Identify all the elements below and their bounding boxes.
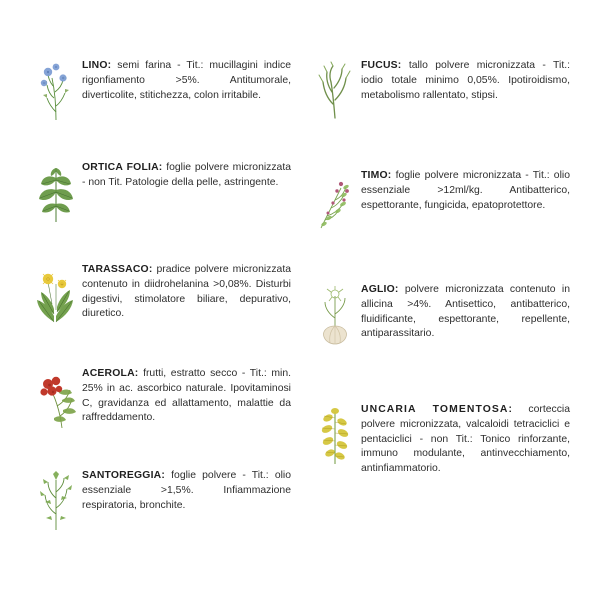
list-item (30, 468, 291, 534)
dandelion-plant-icon (30, 262, 82, 328)
entry-description: foglie polvere - Tit.: olio essenziale >1,5%. Infiammazione respiratoria, bronchite. (82, 470, 291, 511)
entry-term: SANTOREGGIA: (82, 470, 166, 481)
entry-term: TIMO: (361, 170, 392, 181)
left-column (30, 48, 291, 570)
entry-description: frutti, estratto secco - Tit.: min. 25% in ac. ascorbico naturale. Ipovitaminosi C, gravidanza ed allattamento, malattie da raffreddamento. (82, 368, 291, 424)
entry-term: AGLIO: (361, 284, 399, 295)
bladderwrack-seaweed-icon (309, 58, 361, 124)
entry-term: UNCARIA TOMENTOSA: (361, 404, 514, 415)
entry-description: foglie polvere micronizzata - non Tit. Patologie della pelle, astringente. (82, 162, 292, 188)
entry-description: semi farina - Tit.: mucillagini indice rigonfiamento >5%. Antitumorale, diverticolite, stitichezza, colon irritabile. (82, 60, 291, 101)
entry-text (361, 402, 570, 477)
list-item (30, 262, 291, 328)
list-item (309, 282, 570, 348)
entry-text (361, 58, 570, 103)
acerola-berries-icon (30, 366, 82, 432)
right-column (309, 48, 570, 570)
entry-term: ORTICA FOLIA: (82, 162, 163, 173)
entry-description: foglie polvere micronizzata - Tit.: olio essenziale >12ml/kg. Antibatterico, espettorante, fungicida, epatoprotettore. (361, 170, 570, 211)
entry-text (82, 262, 291, 322)
entry-term: LINO: (82, 60, 112, 71)
list-item (309, 168, 570, 234)
list-item (30, 366, 291, 432)
entry-text (361, 282, 570, 342)
list-item (309, 402, 570, 477)
savory-herb-icon (30, 468, 82, 534)
entry-description: tallo polvere micronizzata - Tit.: iodio totale minimo 0,05%. Ipotiroidismo, metabolismo rallentato, stipsi. (361, 60, 570, 101)
list-item (30, 160, 291, 226)
garlic-bulb-icon (309, 282, 361, 348)
thyme-sprig-icon (309, 168, 361, 234)
entry-description: corteccia polvere micronizzata, valcaloidi tetraciclici e pentaciclici - non Tit.: Tonico rinforzante, immuno modulante, antinvecchiamento, antinfiammatorio. (361, 404, 570, 475)
entry-text (82, 58, 291, 103)
entry-term: ACEROLA: (82, 368, 139, 379)
entry-text (361, 168, 570, 213)
entry-text (82, 468, 291, 513)
entry-text (82, 160, 291, 191)
entry-term: FUCUS: (361, 60, 402, 71)
list-item (30, 58, 291, 124)
entry-description: polvere micronizzata contenuto in allicina >4%. Antisettico, antibatterico, fluidificante, espettorante, repellente, antiparassitario. (361, 284, 570, 340)
uncaria-vine-icon (309, 402, 361, 468)
entry-term: TARASSACO: (82, 264, 153, 275)
nettle-leaf-icon (30, 160, 82, 226)
entry-text (82, 366, 291, 426)
entry-description: pradice polvere micronizzata contenuto in diidrohelanina >0,08%. Disturbi digestivi, stimolatore biliare, depurativo, diuretico. (82, 264, 291, 320)
list-item (309, 58, 570, 124)
flax-plant-icon (30, 58, 82, 124)
